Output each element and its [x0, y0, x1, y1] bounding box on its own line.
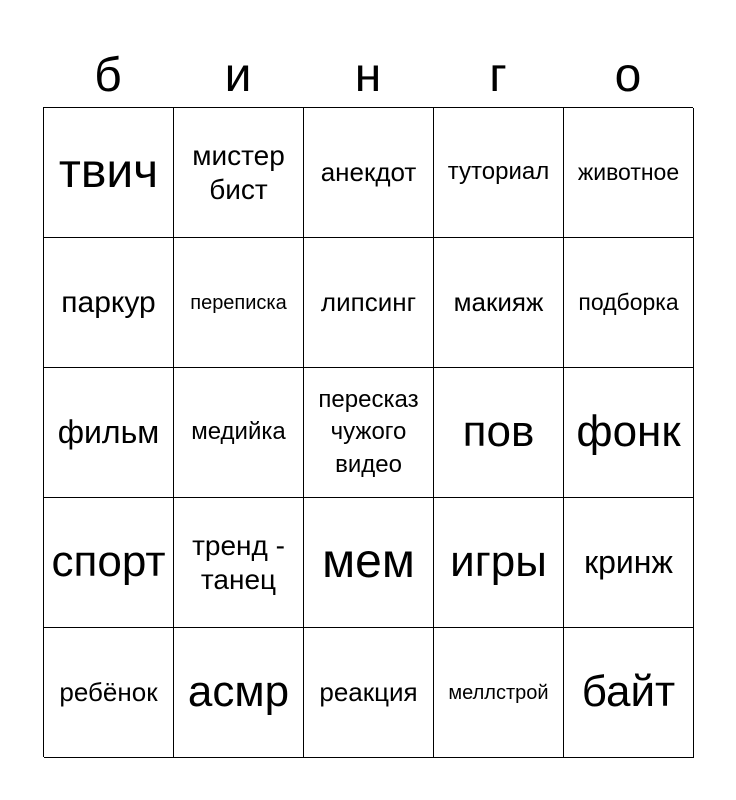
bingo-cell[interactable]: фильм: [44, 368, 174, 498]
bingo-cell[interactable]: анекдот: [304, 108, 434, 238]
bingo-cell[interactable]: медийка: [174, 368, 304, 498]
bingo-header: [43, 44, 693, 108]
bingo-cell[interactable]: макияж: [434, 238, 564, 368]
bingo-cell[interactable]: туториал: [434, 108, 564, 238]
bingo-cell[interactable]: мистер бист: [174, 108, 304, 238]
bingo-cell[interactable]: ребёнок: [44, 628, 174, 758]
bingo-cell[interactable]: реакция: [304, 628, 434, 758]
header-letter-b: б: [94, 49, 122, 102]
header-letter-n: н: [354, 49, 382, 102]
bingo-cell[interactable]: подборка: [564, 238, 694, 368]
bingo-cell[interactable]: байт: [564, 628, 694, 758]
header-letter-g: г: [489, 49, 507, 102]
bingo-cell[interactable]: кринж: [564, 498, 694, 628]
bingo-cell[interactable]: игры: [434, 498, 564, 628]
bingo-cell[interactable]: спорт: [44, 498, 174, 628]
bingo-cell[interactable]: животное: [564, 108, 694, 238]
bingo-cell[interactable]: твич: [44, 108, 174, 238]
header-letter-o: о: [614, 49, 642, 102]
bingo-cell[interactable]: паркур: [44, 238, 174, 368]
bingo-cell[interactable]: фонк: [564, 368, 694, 498]
bingo-cell[interactable]: переписка: [174, 238, 304, 368]
bingo-cell[interactable]: пов: [434, 368, 564, 498]
bingo-cell[interactable]: липсинг: [304, 238, 434, 368]
bingo-cell[interactable]: тренд - танец: [174, 498, 304, 628]
bingo-cell[interactable]: мем: [304, 498, 434, 628]
bingo-cell[interactable]: пересказ чужого видео: [304, 368, 434, 498]
bingo-board: [43, 107, 693, 757]
bingo-cell[interactable]: асмр: [174, 628, 304, 758]
header-letter-i: и: [224, 49, 252, 102]
bingo-cell[interactable]: меллстрой: [434, 628, 564, 758]
